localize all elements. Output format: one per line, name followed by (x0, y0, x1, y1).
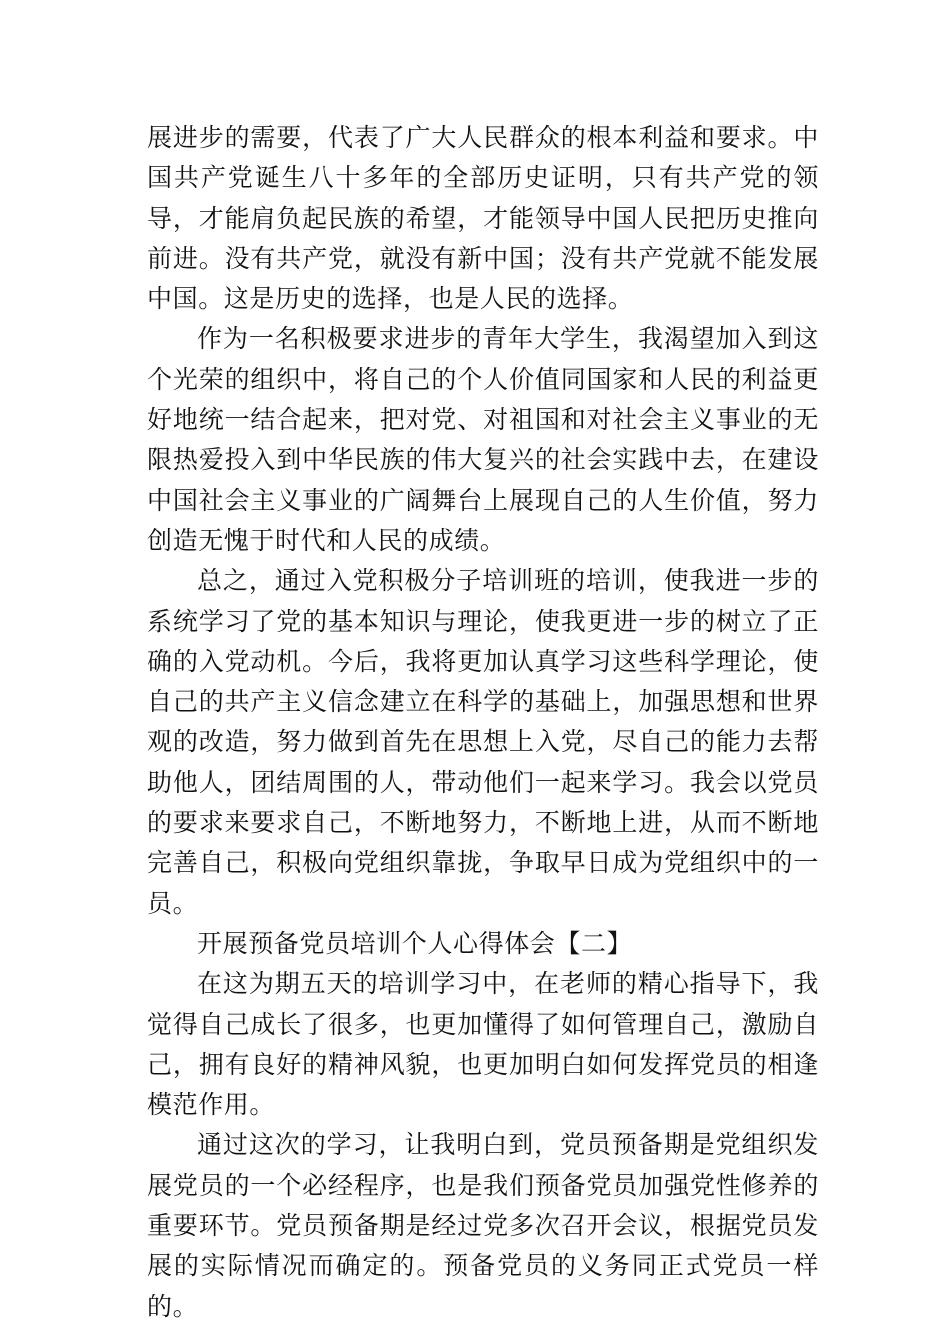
paragraph-2: 作为一名积极要求进步的青年大学生，我渴望加入到这个光荣的组织中，将自己的个人价值同国家和人民的利益更好地统一结合起来，把对党、对祖国和对社会主义事业的无限热爱投入到中华民族的伟大复兴的社会实践中去，在建设中国社会主义事业的广阔舞台上展现自己的人生价值，努力创造无愧于时代和人民的成绩。 (147, 324, 819, 555)
paragraph-5: 通过这次的学习，让我明白到，党员预备期是党组织发展党员的一个必经程序，也是我们预备党员加强党性修养的重要环节。党员预备期是经过党多次召开会议，根据党员发展的实际情况而确定的。预备党员的义务同正式党员一样的。 (147, 1130, 819, 1321)
document-page (147, 118, 819, 1327)
paragraph-4: 在这为期五天的培训学习中，在老师的精心指导下，我觉得自己成长了很多，也更加懂得了如何管理自己，激励自己，拥有良好的精神风貌，也更加明白如何发挥党员的相逢模范作用。 (147, 969, 819, 1120)
paragraph-3: 总之，通过入党积极分子培训班的培训，使我进一步的系统学习了党的基本知识与理论，使我更进一步的树立了正确的入党动机。今后，我将更加认真学习这些科学理论，使自己的共产主义信念建立在科学的基础上，加强思想和世界观的改造，努力做到首先在思想上入党，尽自己的能力去帮助他人，团结周围的人，带动他们一起来学习。我会以党员的要求来要求自己，不断地努力，不断地上进，从而不断地完善自己，积极向党组织靠拢，争取早日成为党组织中的一员。 (147, 566, 819, 918)
paragraph-1: 展进步的需要，代表了广大人民群众的根本利益和要求。中国共产党诞生八十多年的全部历史证明，只有共产党的领导，才能肩负起民族的希望，才能领导中国人民把历史推向前进。没有共产党，就没有新中国；没有共产党就不能发展中国。这是历史的选择，也是人民的选择。 (147, 123, 819, 314)
section-heading: 开展预备党员培训个人心得体会【二】 (197, 928, 633, 958)
